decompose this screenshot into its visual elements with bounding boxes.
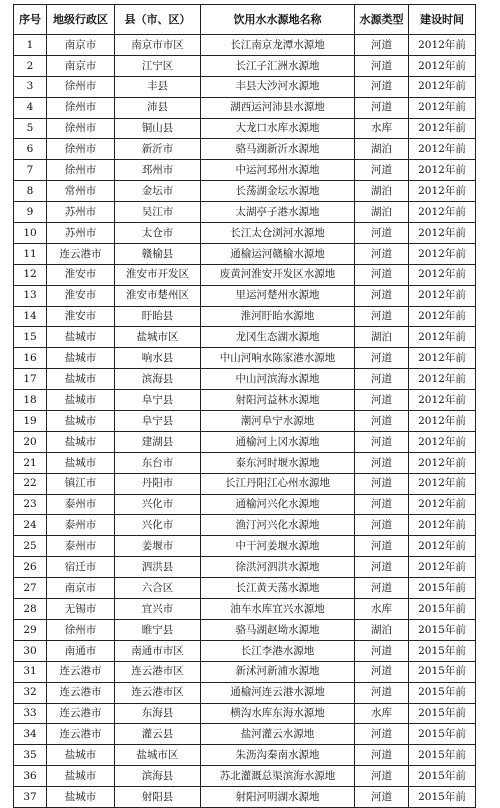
row-city: 盐城市 (47, 390, 115, 411)
row-index: 31 (14, 661, 47, 682)
row-source-name: 盐河灌云水源地 (201, 724, 355, 745)
row-build-time: 2012年前 (409, 243, 476, 264)
row-source-name: 油车水库宜兴水源地 (201, 599, 355, 620)
row-build-time: 2012年前 (409, 285, 476, 306)
row-county: 淮安市开发区 (115, 264, 201, 285)
table-row (14, 97, 476, 118)
row-build-time: 2012年前 (409, 139, 476, 160)
table-row (14, 766, 476, 787)
row-source-name: 长江子汇洲水源地 (201, 55, 355, 76)
row-index: 37 (14, 787, 47, 808)
row-index: 2 (14, 55, 47, 76)
row-city: 盐城市 (47, 787, 115, 808)
row-index: 30 (14, 640, 47, 661)
row-build-time: 2015年前 (409, 599, 476, 620)
row-build-time: 2015年前 (409, 766, 476, 787)
row-county: 灌云县 (115, 724, 201, 745)
row-build-time: 2012年前 (409, 97, 476, 118)
row-county: 建湖县 (115, 431, 201, 452)
row-city: 淮安市 (47, 264, 115, 285)
row-index: 29 (14, 619, 47, 640)
row-county: 睢宁县 (115, 619, 201, 640)
table-row (14, 682, 476, 703)
row-source-name: 太湖亭子港水源地 (201, 202, 355, 223)
header-source-name: 饮用水水源地名称 (201, 5, 355, 35)
table-row (14, 55, 476, 76)
table-row (14, 390, 476, 411)
row-build-time: 2012年前 (409, 411, 476, 432)
row-source-type: 河道 (355, 431, 409, 452)
row-source-name: 渔汀河兴化水源地 (201, 515, 355, 536)
table-row (14, 306, 476, 327)
row-county: 铜山县 (115, 118, 201, 139)
row-index: 27 (14, 578, 47, 599)
row-source-name: 泰东河时堰水源地 (201, 452, 355, 473)
row-build-time: 2012年前 (409, 369, 476, 390)
row-city: 连云港市 (47, 682, 115, 703)
row-build-time: 2012年前 (409, 223, 476, 244)
row-city: 连云港市 (47, 724, 115, 745)
row-build-time: 2012年前 (409, 118, 476, 139)
row-source-type: 河道 (355, 264, 409, 285)
row-source-name: 淮河盱眙水源地 (201, 306, 355, 327)
row-source-name: 骆马湖新沂水源地 (201, 139, 355, 160)
row-county: 盐城市区 (115, 745, 201, 766)
row-index: 4 (14, 97, 47, 118)
row-city: 南通市 (47, 640, 115, 661)
row-source-type: 河道 (355, 390, 409, 411)
table-row (14, 452, 476, 473)
row-source-type: 水库 (355, 599, 409, 620)
row-city: 淮安市 (47, 285, 115, 306)
row-county: 新沂市 (115, 139, 201, 160)
row-source-name: 废黄河淮安开发区水源地 (201, 264, 355, 285)
row-county: 吴江市 (115, 202, 201, 223)
row-build-time: 2015年前 (409, 787, 476, 808)
row-source-type: 湖泊 (355, 139, 409, 160)
row-city: 徐州市 (47, 160, 115, 181)
row-city: 苏州市 (47, 223, 115, 244)
row-build-time: 2015年前 (409, 661, 476, 682)
row-county: 六合区 (115, 578, 201, 599)
row-source-name: 里运河楚州水源地 (201, 285, 355, 306)
row-city: 苏州市 (47, 202, 115, 223)
row-source-type: 河道 (355, 348, 409, 369)
row-index: 34 (14, 724, 47, 745)
row-city: 盐城市 (47, 745, 115, 766)
row-build-time: 2012年前 (409, 264, 476, 285)
table-row (14, 411, 476, 432)
header-source-type: 水源类型 (355, 5, 409, 35)
row-county: 东台市 (115, 452, 201, 473)
row-source-name: 朱沥沟秦南水源地 (201, 745, 355, 766)
row-index: 25 (14, 536, 47, 557)
row-index: 7 (14, 160, 47, 181)
table-row (14, 160, 476, 181)
row-county: 丰县 (115, 76, 201, 97)
row-index: 19 (14, 411, 47, 432)
row-source-type: 河道 (355, 661, 409, 682)
row-index: 13 (14, 285, 47, 306)
row-county: 连云港市区 (115, 682, 201, 703)
row-build-time: 2012年前 (409, 160, 476, 181)
row-county: 赣榆县 (115, 243, 201, 264)
row-build-time: 2015年前 (409, 703, 476, 724)
row-county: 淮安市楚州区 (115, 285, 201, 306)
row-source-type: 河道 (355, 787, 409, 808)
row-city: 徐州市 (47, 97, 115, 118)
row-source-type: 河道 (355, 35, 409, 56)
row-source-type: 湖泊 (355, 327, 409, 348)
row-build-time: 2015年前 (409, 724, 476, 745)
row-index: 14 (14, 306, 47, 327)
row-source-name: 长荡湖金坛水源地 (201, 181, 355, 202)
row-source-type: 河道 (355, 682, 409, 703)
row-county: 南通市市区 (115, 640, 201, 661)
row-city: 镇江市 (47, 473, 115, 494)
row-build-time: 2012年前 (409, 181, 476, 202)
row-build-time: 2012年前 (409, 202, 476, 223)
header-build-time: 建设时间 (409, 5, 476, 35)
row-source-type: 水库 (355, 703, 409, 724)
row-source-name: 通榆河上冈水源地 (201, 431, 355, 452)
row-index: 28 (14, 599, 47, 620)
table-row (14, 619, 476, 640)
row-source-type: 河道 (355, 285, 409, 306)
row-source-type: 湖泊 (355, 619, 409, 640)
row-source-name: 中山河响水陈家港水源地 (201, 348, 355, 369)
row-index: 33 (14, 703, 47, 724)
row-city: 常州市 (47, 181, 115, 202)
row-source-type: 水库 (355, 118, 409, 139)
row-source-type: 河道 (355, 160, 409, 181)
row-index: 21 (14, 452, 47, 473)
row-county: 东海县 (115, 703, 201, 724)
row-source-name: 长江太仓浏河水源地 (201, 223, 355, 244)
table-row (14, 327, 476, 348)
row-city: 南京市 (47, 578, 115, 599)
row-source-type: 河道 (355, 243, 409, 264)
row-county: 泗洪县 (115, 557, 201, 578)
row-county: 姜堰市 (115, 536, 201, 557)
row-source-name: 中干河姜堰水源地 (201, 536, 355, 557)
row-build-time: 2012年前 (409, 306, 476, 327)
row-city: 泰州市 (47, 494, 115, 515)
row-city: 连云港市 (47, 661, 115, 682)
row-index: 6 (14, 139, 47, 160)
table-row (14, 223, 476, 244)
row-source-type: 河道 (355, 515, 409, 536)
table-row (14, 578, 476, 599)
row-city: 无锡市 (47, 599, 115, 620)
table-row (14, 243, 476, 264)
row-index: 26 (14, 557, 47, 578)
row-county: 盱眙县 (115, 306, 201, 327)
table-row (14, 431, 476, 452)
row-source-name: 中运河邳州水源地 (201, 160, 355, 181)
row-source-name: 横沟水库东海水源地 (201, 703, 355, 724)
row-build-time: 2015年前 (409, 640, 476, 661)
row-source-name: 大龙口水库水源地 (201, 118, 355, 139)
row-city: 淮安市 (47, 306, 115, 327)
row-city: 徐州市 (47, 118, 115, 139)
table-row (14, 369, 476, 390)
row-city: 盐城市 (47, 348, 115, 369)
table-row (14, 661, 476, 682)
row-county: 射阳县 (115, 787, 201, 808)
row-county: 阜宁县 (115, 411, 201, 432)
table-row (14, 264, 476, 285)
row-source-type: 河道 (355, 452, 409, 473)
row-source-type: 河道 (355, 223, 409, 244)
water-source-table (13, 4, 476, 808)
row-city: 盐城市 (47, 327, 115, 348)
row-city: 盐城市 (47, 452, 115, 473)
row-city: 徐州市 (47, 76, 115, 97)
row-source-type: 河道 (355, 97, 409, 118)
row-source-name: 中山河滨海水源地 (201, 369, 355, 390)
row-source-name: 徐洪河泗洪水源地 (201, 557, 355, 578)
row-source-name: 通榆河连云港水源地 (201, 682, 355, 703)
row-source-type: 河道 (355, 766, 409, 787)
row-build-time: 2012年前 (409, 515, 476, 536)
row-build-time: 2015年前 (409, 682, 476, 703)
row-source-name: 苏北灌溉总渠滨海水源地 (201, 766, 355, 787)
row-build-time: 2012年前 (409, 390, 476, 411)
row-city: 盐城市 (47, 766, 115, 787)
row-city: 徐州市 (47, 139, 115, 160)
row-source-name: 长江丹阳江心州水源地 (201, 473, 355, 494)
table-row (14, 35, 476, 56)
row-build-time: 2012年前 (409, 557, 476, 578)
row-county: 江宁区 (115, 55, 201, 76)
row-source-type: 河道 (355, 473, 409, 494)
row-build-time: 2015年前 (409, 745, 476, 766)
table-row (14, 724, 476, 745)
table-row (14, 139, 476, 160)
table-row (14, 745, 476, 766)
row-city: 泰州市 (47, 536, 115, 557)
table-row (14, 536, 476, 557)
row-city: 徐州市 (47, 619, 115, 640)
table-row (14, 285, 476, 306)
row-index: 20 (14, 431, 47, 452)
table-row (14, 76, 476, 97)
table-row (14, 557, 476, 578)
row-source-type: 河道 (355, 76, 409, 97)
table-row (14, 181, 476, 202)
row-index: 3 (14, 76, 47, 97)
row-county: 兴化市 (115, 494, 201, 515)
header-county: 县（市、区） (115, 5, 201, 35)
row-build-time: 2012年前 (409, 536, 476, 557)
table-row (14, 640, 476, 661)
row-index: 36 (14, 766, 47, 787)
row-city: 连云港市 (47, 703, 115, 724)
row-source-type: 河道 (355, 411, 409, 432)
row-source-name: 通榆河兴化水源地 (201, 494, 355, 515)
row-county: 响水县 (115, 348, 201, 369)
row-city: 南京市 (47, 55, 115, 76)
row-index: 9 (14, 202, 47, 223)
row-county: 太仓市 (115, 223, 201, 244)
row-county: 沛县 (115, 97, 201, 118)
row-source-name: 长江黄天荡水源地 (201, 578, 355, 599)
row-source-type: 河道 (355, 306, 409, 327)
row-source-name: 潮河阜宁水源地 (201, 411, 355, 432)
row-index: 1 (14, 35, 47, 56)
row-source-name: 丰县大沙河水源地 (201, 76, 355, 97)
row-county: 兴化市 (115, 515, 201, 536)
row-build-time: 2012年前 (409, 348, 476, 369)
table-row (14, 703, 476, 724)
row-source-type: 河道 (355, 640, 409, 661)
row-city: 南京市 (47, 35, 115, 56)
row-build-time: 2012年前 (409, 55, 476, 76)
row-index: 12 (14, 264, 47, 285)
row-index: 10 (14, 223, 47, 244)
row-build-time: 2012年前 (409, 76, 476, 97)
row-index: 18 (14, 390, 47, 411)
row-source-name: 长江南京龙潭水源地 (201, 35, 355, 56)
header-index: 序号 (14, 5, 47, 35)
row-county: 宜兴市 (115, 599, 201, 620)
row-source-name: 通榆运河赣榆水源地 (201, 243, 355, 264)
row-source-name: 骆马湖赵坳水源地 (201, 619, 355, 640)
row-build-time: 2012年前 (409, 452, 476, 473)
row-city: 盐城市 (47, 369, 115, 390)
row-source-type: 河道 (355, 557, 409, 578)
row-county: 连云港市区 (115, 661, 201, 682)
table-row (14, 494, 476, 515)
row-city: 盐城市 (47, 431, 115, 452)
row-index: 16 (14, 348, 47, 369)
row-index: 5 (14, 118, 47, 139)
row-source-name: 龙冈生态湖水源地 (201, 327, 355, 348)
header-city: 地级行政区 (47, 5, 115, 35)
row-city: 泰州市 (47, 515, 115, 536)
row-build-time: 2012年前 (409, 473, 476, 494)
row-source-type: 湖泊 (355, 181, 409, 202)
row-source-name: 湖西运河沛县水源地 (201, 97, 355, 118)
row-county: 金坛市 (115, 181, 201, 202)
row-build-time: 2012年前 (409, 327, 476, 348)
row-build-time: 2012年前 (409, 35, 476, 56)
row-county: 丹阳市 (115, 473, 201, 494)
row-source-type: 河道 (355, 724, 409, 745)
row-city: 宿迁市 (47, 557, 115, 578)
table-row (14, 473, 476, 494)
row-source-type: 河道 (355, 55, 409, 76)
table-row (14, 348, 476, 369)
row-source-type: 湖泊 (355, 202, 409, 223)
row-source-type: 河道 (355, 369, 409, 390)
row-build-time: 2015年前 (409, 619, 476, 640)
header-row (14, 5, 476, 35)
row-build-time: 2012年前 (409, 494, 476, 515)
row-county: 邳州市 (115, 160, 201, 181)
row-source-type: 河道 (355, 494, 409, 515)
row-source-name: 射阳河益林水源地 (201, 390, 355, 411)
row-index: 35 (14, 745, 47, 766)
table-row (14, 118, 476, 139)
row-index: 11 (14, 243, 47, 264)
row-county: 滨海县 (115, 369, 201, 390)
row-county: 滨海县 (115, 766, 201, 787)
row-index: 17 (14, 369, 47, 390)
row-index: 22 (14, 473, 47, 494)
row-index: 32 (14, 682, 47, 703)
row-index: 23 (14, 494, 47, 515)
row-build-time: 2012年前 (409, 431, 476, 452)
table-row (14, 515, 476, 536)
row-county: 南京市市区 (115, 35, 201, 56)
row-city: 盐城市 (47, 411, 115, 432)
row-source-name: 射阳河明湖水源地 (201, 787, 355, 808)
table-body (14, 35, 476, 808)
row-county: 盐城市区 (115, 327, 201, 348)
row-source-type: 河道 (355, 745, 409, 766)
row-index: 24 (14, 515, 47, 536)
table-row (14, 599, 476, 620)
row-city: 连云港市 (47, 243, 115, 264)
row-index: 8 (14, 181, 47, 202)
row-county: 阜宁县 (115, 390, 201, 411)
row-index: 15 (14, 327, 47, 348)
row-source-name: 长江李港水源地 (201, 640, 355, 661)
table-row (14, 202, 476, 223)
row-build-time: 2015年前 (409, 578, 476, 599)
row-source-name: 新沭河新浦水源地 (201, 661, 355, 682)
row-source-type: 河道 (355, 578, 409, 599)
row-source-type: 河道 (355, 536, 409, 557)
